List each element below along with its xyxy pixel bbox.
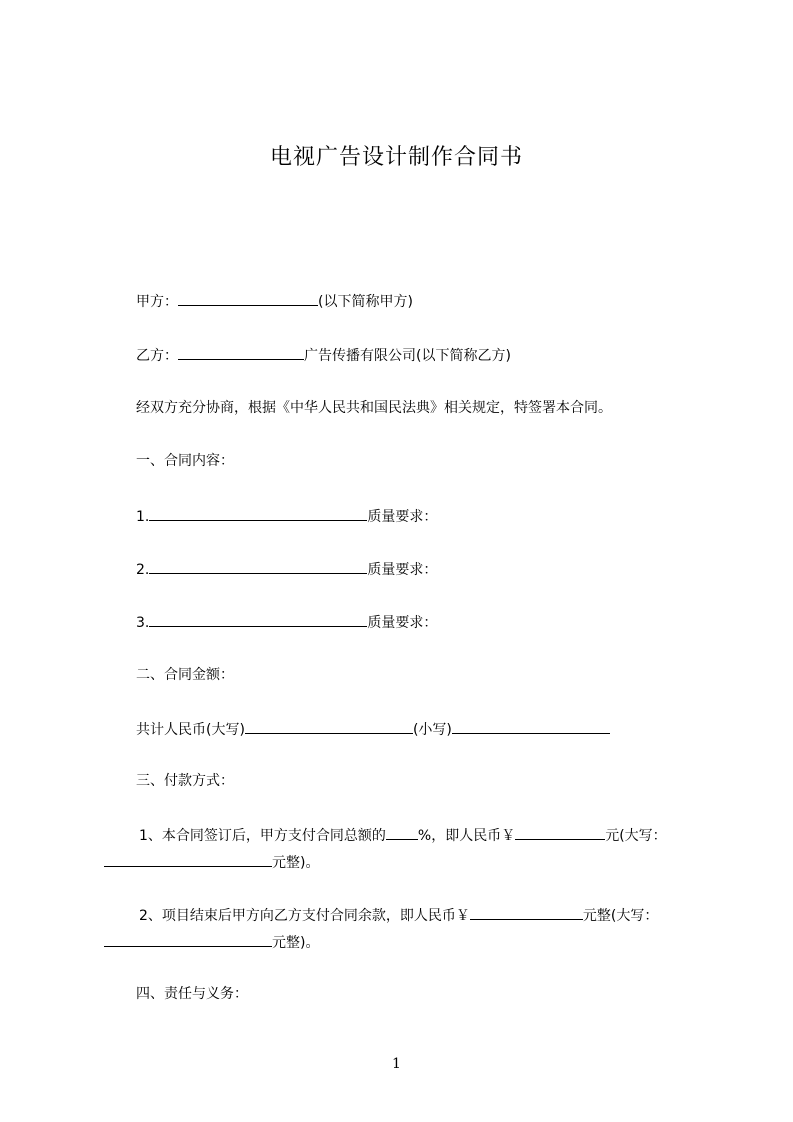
- payment-1-text-a: 1、本合同签订后，甲方支付合同总额的: [139, 828, 386, 844]
- party-a-label: 甲方：: [136, 294, 178, 310]
- party-b-company: 广告传播有限公司: [304, 348, 416, 364]
- content-item-3: [136, 611, 437, 633]
- item-number: 2.: [136, 562, 150, 578]
- total-prefix: 共计人民币(大写): [136, 722, 245, 738]
- payment-1-text-c: 元(大写：: [605, 828, 667, 844]
- section2-heading: 二、合同金额：: [136, 667, 234, 683]
- document-title: 电视广告设计制作合同书: [269, 145, 523, 170]
- section4-heading: 四、责任与义务：: [136, 986, 248, 1002]
- content-item-2: [136, 558, 437, 580]
- item-label: 质量要求：: [367, 562, 438, 578]
- payment-1-cont: [104, 851, 319, 873]
- item-3-blank[interactable]: [149, 611, 367, 627]
- party-b-blank[interactable]: [178, 344, 304, 360]
- item-number: 1.: [136, 509, 150, 525]
- party-a-suffix: (以下简称甲方): [318, 294, 413, 310]
- item-label: 质量要求：: [367, 509, 438, 525]
- item-number: 3.: [136, 615, 150, 631]
- payment-1-end: 元整)。: [272, 855, 320, 871]
- section3-heading: 三、付款方式：: [136, 773, 234, 789]
- payment-2-words-blank[interactable]: [104, 931, 272, 947]
- party-b-suffix: (以下简称乙方): [416, 348, 511, 364]
- payment-2-amount-blank[interactable]: [470, 904, 583, 920]
- item-label: 质量要求：: [367, 615, 438, 631]
- party-a-blank[interactable]: [178, 290, 318, 306]
- payment-2-line: [139, 904, 658, 926]
- page-number: 1: [392, 1056, 401, 1072]
- payment-1-line: [139, 824, 667, 846]
- payment-2-text-a: 2、项目结束后甲方向乙方支付合同余款，即人民币￥: [139, 908, 470, 924]
- amount-words-blank[interactable]: [245, 718, 413, 734]
- total-amount-line: [136, 718, 610, 740]
- payment-1-amount-blank[interactable]: [515, 824, 605, 840]
- payment-2-end: 元整)。: [272, 935, 320, 951]
- amount-figures-blank[interactable]: [452, 718, 610, 734]
- party-b-line: [136, 344, 511, 366]
- payment-1-text-b: %，即人民币￥: [417, 828, 516, 844]
- payment-1-words-blank[interactable]: [104, 851, 272, 867]
- party-b-label: 乙方：: [136, 348, 178, 364]
- small-label: (小写): [412, 722, 452, 738]
- section1-heading: 一、合同内容：: [136, 453, 234, 469]
- percent-blank[interactable]: [386, 824, 418, 840]
- item-2-blank[interactable]: [149, 558, 367, 574]
- item-1-blank[interactable]: [149, 505, 367, 521]
- payment-2-text-b: 元整(大写：: [582, 908, 659, 924]
- intro-paragraph: 经双方充分协商，根据《中华人民共和国民法典》相关规定，特签署本合同。: [136, 400, 612, 416]
- party-a-line: [136, 290, 413, 312]
- content-item-1: [136, 505, 437, 527]
- payment-2-cont: [104, 931, 319, 953]
